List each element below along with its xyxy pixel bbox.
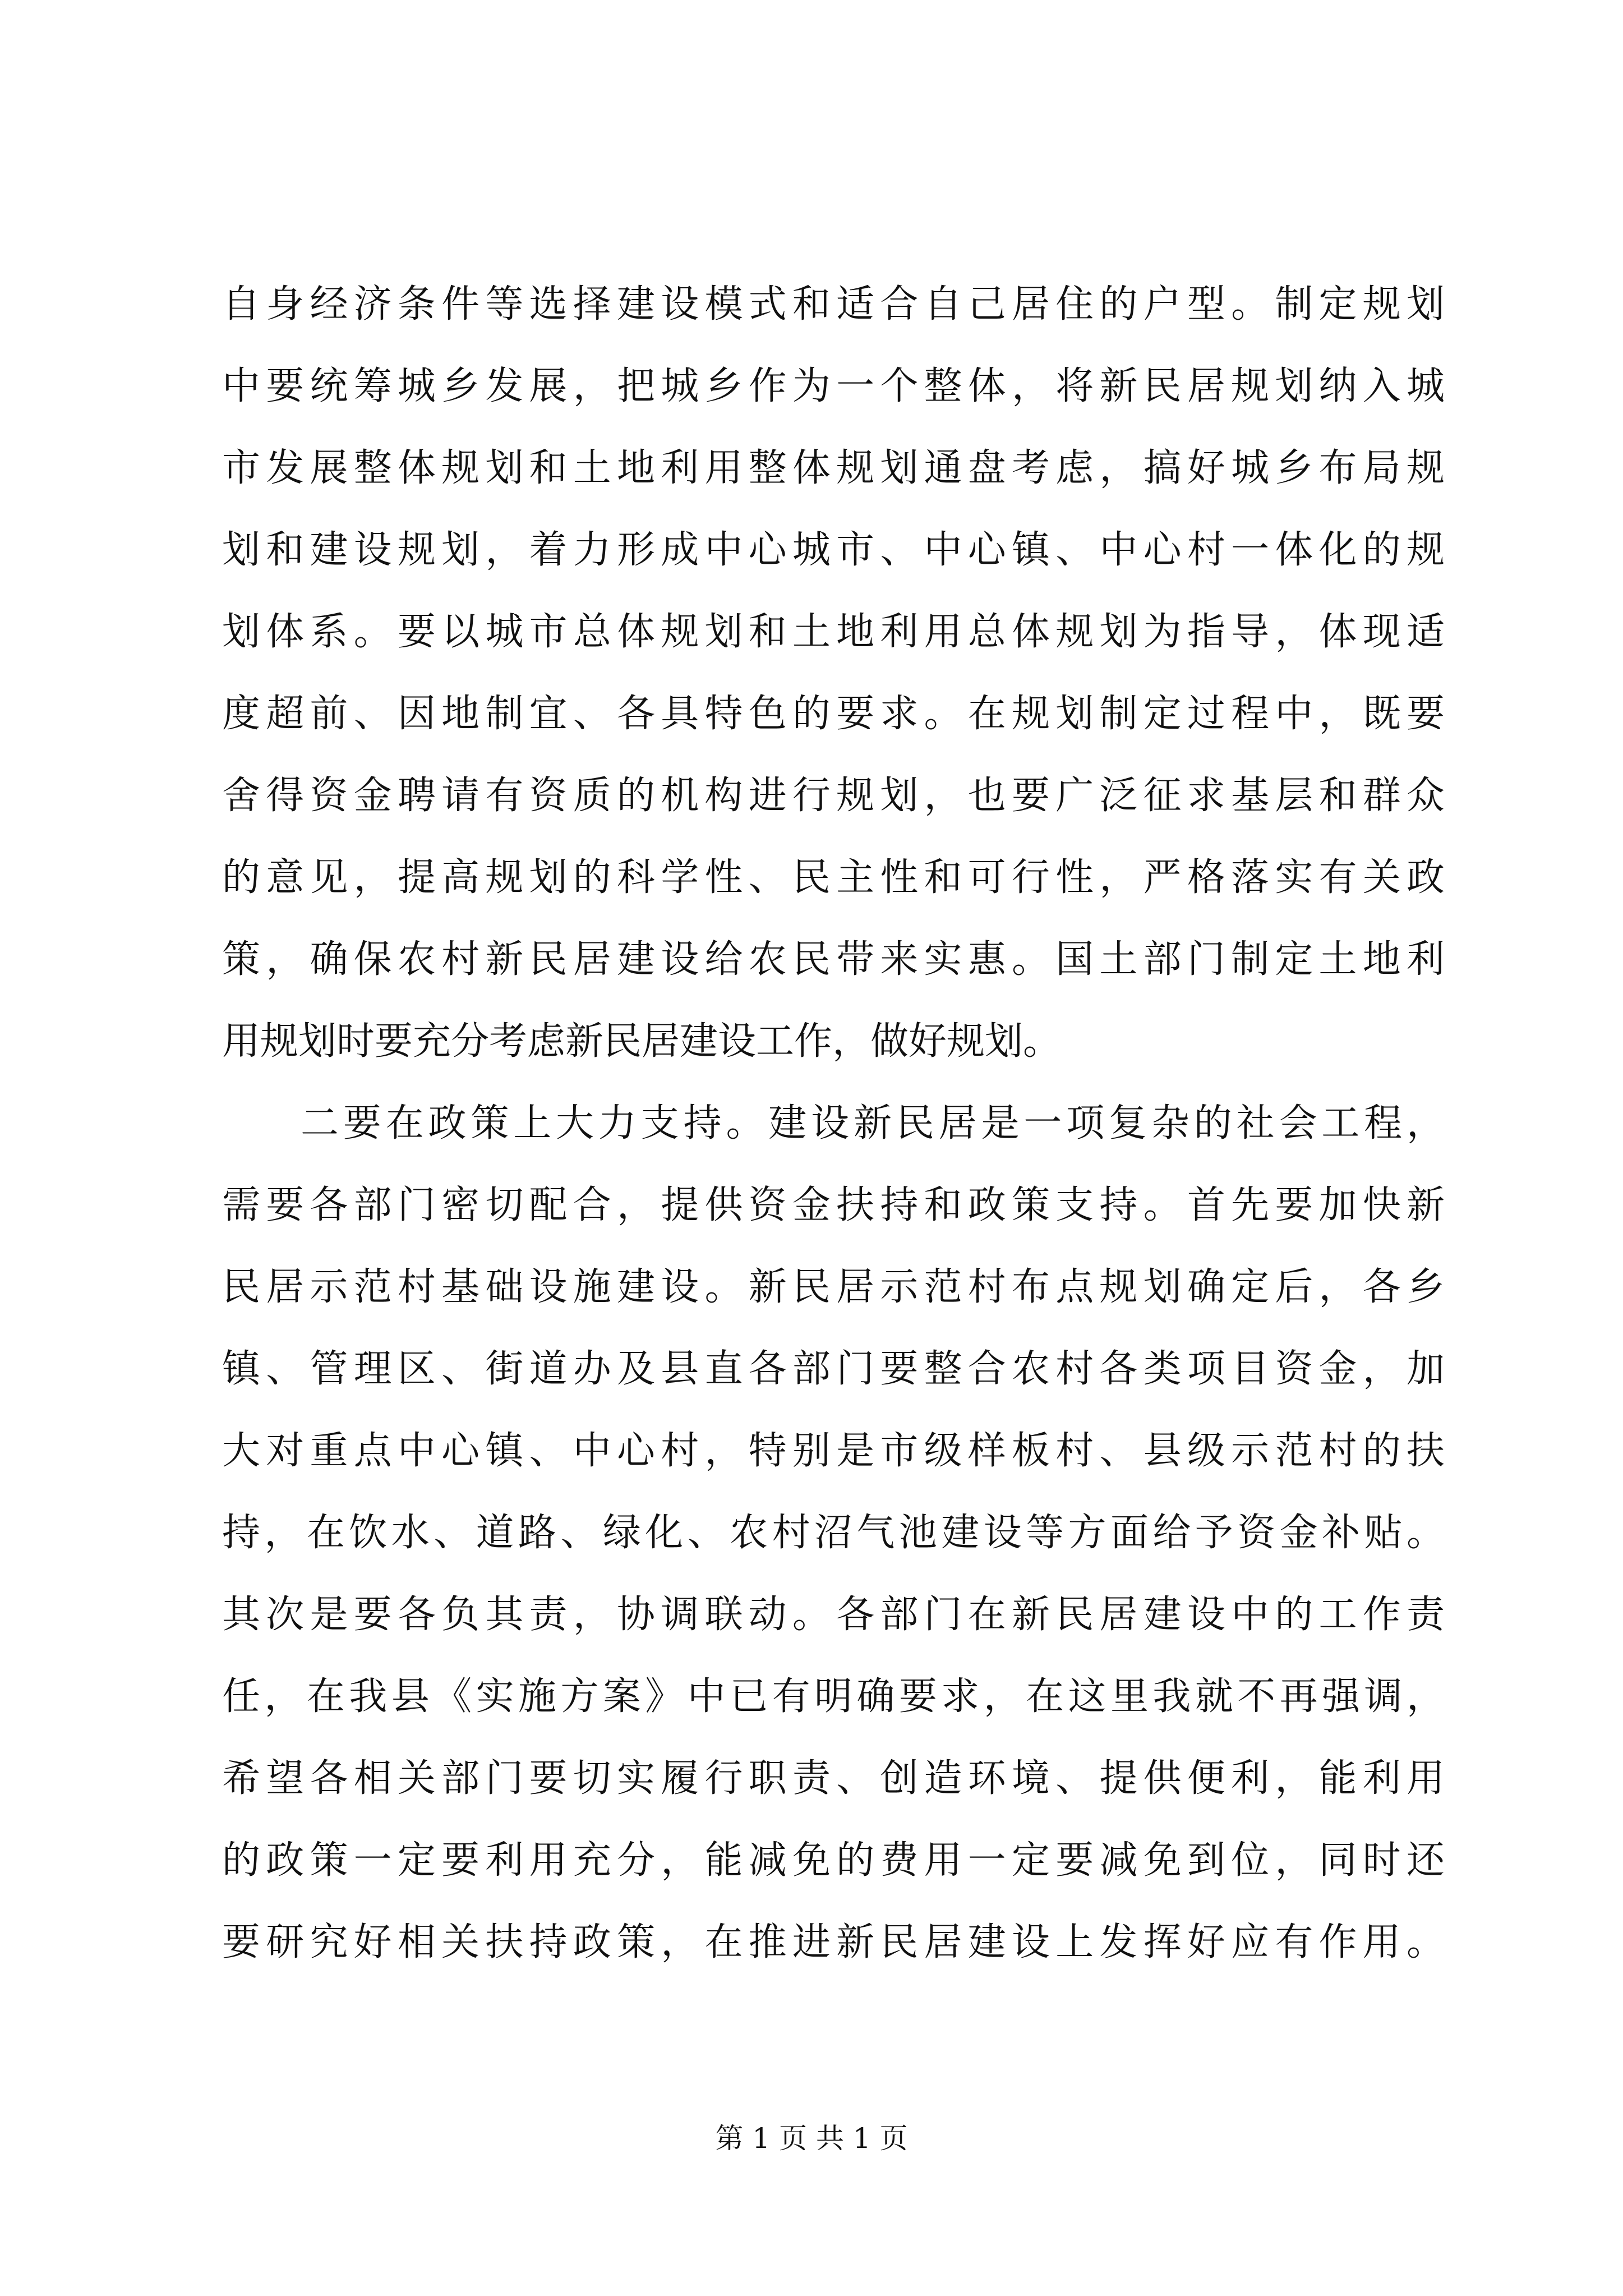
body-text bbox=[222, 264, 1445, 1984]
text-line: 要研究好相关扶持政策，在推进新民居建设上发挥好应有作用。 bbox=[222, 1920, 1445, 1964]
text-line: 自身经济条件等选择建设模式和适合自己居住的户型。制定规划 bbox=[222, 282, 1445, 326]
text-line: 需要各部门密切配合，提供资金扶持和政策支持。首先要加快新 bbox=[222, 1183, 1445, 1227]
text-line: 的意见，提高规划的科学性、民主性和可行性，严格落实有关政 bbox=[222, 855, 1445, 900]
text-line: 任，在我县《实施方案》中已有明确要求，在这里我就不再强调， bbox=[222, 1674, 1445, 1719]
text-line: 划和建设规划，着力形成中心城市、中心镇、中心村一体化的规 bbox=[222, 528, 1445, 572]
text-line: 市发展整体规划和土地利用整体规划通盘考虑，搞好城乡布局规 bbox=[222, 446, 1445, 490]
text-line: 策，确保农村新民居建设给农民带来实惠。国土部门制定土地利 bbox=[222, 937, 1445, 982]
page-number-footer: 第 1 页 共 1 页 bbox=[715, 2122, 908, 2155]
text-line: 持，在饮水、道路、绿化、农村沼气池建设等方面给予资金补贴。 bbox=[222, 1511, 1445, 1555]
text-line: 民居示范村基础设施建设。新民居示范村布点规划确定后，各乡 bbox=[222, 1265, 1445, 1309]
text-line: 中要统筹城乡发展，把城乡作为一个整体，将新民居规划纳入城 bbox=[222, 364, 1445, 408]
text-line: 划体系。要以城市总体规划和土地利用总体规划为指导，体现适 bbox=[222, 610, 1445, 654]
text-line: 镇、管理区、街道办及县直各部门要整合农村各类项目资金，加 bbox=[222, 1347, 1445, 1391]
text-line: 舍得资金聘请有资质的机构进行规划，也要广泛征求基层和群众 bbox=[222, 774, 1445, 818]
text-line: 其次是要各负其责，协调联动。各部门在新民居建设中的工作责 bbox=[222, 1593, 1445, 1637]
text-line: 希望各相关部门要切实履行职责、创造环境、提供便利，能利用 bbox=[222, 1756, 1445, 1801]
text-line: 大对重点中心镇、中心村，特别是市级样板村、县级示范村的扶 bbox=[222, 1429, 1445, 1473]
text-line: 度超前、因地制宜、各具特色的要求。在规划制定过程中，既要 bbox=[222, 692, 1445, 736]
text-line: 用规划时要充分考虑新民居建设工作，做好规划。 bbox=[222, 1019, 1062, 1064]
paragraph-start-line: 二要在政策上大力支持。建设新民居是一项复杂的社会工程， bbox=[301, 1101, 1445, 1145]
text-line: 的政策一定要利用充分，能减免的费用一定要减免到位，同时还 bbox=[222, 1838, 1445, 1883]
